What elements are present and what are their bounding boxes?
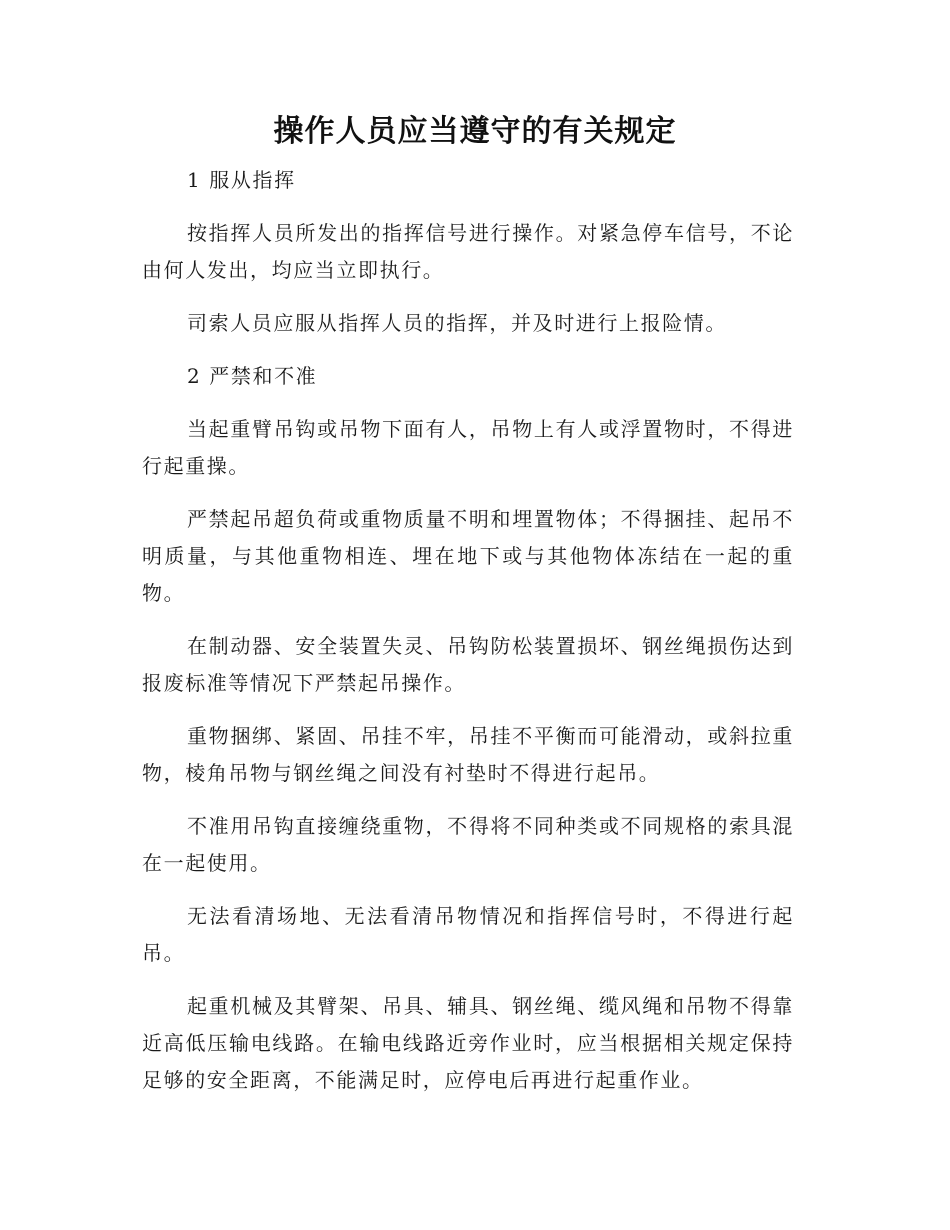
section-heading-2: 2 严禁和不准 [187,364,318,388]
paragraph: 严禁起吊超负荷或重物质量不明和埋置物体；不得捆挂、起吊不明质量，与其他重物相连、埋在地下或与其他物体冻结在一起的重物。 [142,507,794,605]
paragraph: 在制动器、安全装置失灵、吊钩防松装置损坏、钢丝绳损伤达到报废标准等情况下严禁起吊操作。 [142,634,794,695]
paragraph: 起重机械及其臂架、吊具、辅具、钢丝绳、缆风绳和吊物不得靠近高低压输电线路。在输电线路近旁作业时，应当根据相关规定保持足够的安全距离，不能满足时，应停电后再进行起重作业。 [142,994,794,1092]
paragraph: 不准用吊钩直接缠绕重物，不得将不同种类或不同规格的索具混在一起使用。 [142,814,794,875]
paragraph: 按指挥人员所发出的指挥信号进行操作。对紧急停车信号，不论由何人发出，均应当立即执行。 [142,221,794,282]
paragraph: 司索人员应服从指挥人员的指挥，并及时进行上报险情。 [187,311,727,335]
paragraph: 重物捆绑、紧固、吊挂不牢，吊挂不平衡而可能滑动，或斜拉重物，棱角吊物与钢丝绳之间没有衬垫时不得进行起吊。 [142,724,794,785]
document-body [142,162,794,1115]
section-heading-1: 1 服从指挥 [187,168,296,192]
paragraph: 当起重臂吊钩或吊物下面有人，吊物上有人或浮置物时，不得进行起重操。 [142,417,794,478]
paragraph: 无法看清场地、无法看清吊物情况和指挥信号时，不得进行起吊。 [142,904,794,965]
document-title: 操作人员应当遵守的有关规定 [273,114,677,149]
